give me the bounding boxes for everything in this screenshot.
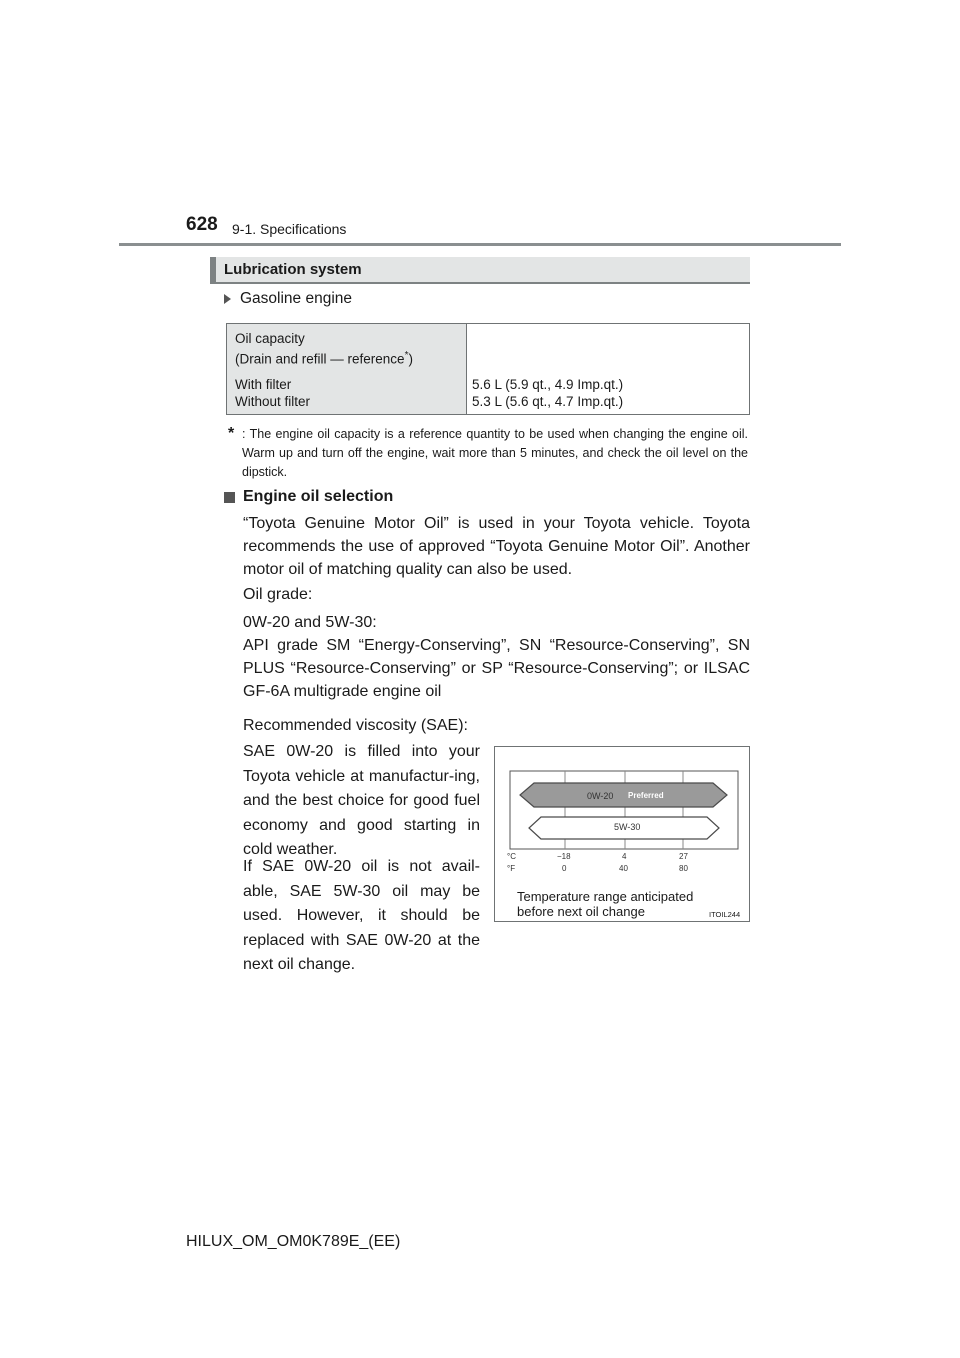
page-number: 628 — [186, 214, 218, 235]
caption-line2: before next oil change — [517, 904, 645, 919]
header-divider — [119, 243, 841, 246]
table-row-name: Without filter — [235, 394, 311, 409]
label-line2 — [235, 347, 413, 368]
figure-id: ITOIL244 — [709, 910, 741, 919]
oil-grade-detail: API grade SM “Energy-Conserving”, SN “Resource-Conserving”, SN PLUS “Resource-Conserving” or SP “Resource-Conserving”; or ILSAC GF-6A multigrade engine oil — [243, 637, 750, 700]
bar-0w-20-preferred — [520, 783, 727, 807]
triangle-bullet-icon — [224, 294, 231, 304]
tick-c: 4 — [622, 852, 627, 861]
figure-caption — [517, 889, 693, 919]
table-header-label — [235, 330, 413, 368]
tick-c: 27 — [679, 852, 688, 861]
viscosity-temperature-figure — [494, 746, 750, 922]
document-footer: HILUX_OM_OM0K789E_(EE) — [186, 1233, 401, 1250]
unit-celsius: °C — [507, 852, 516, 861]
label-line2-text: (Drain and refill — reference — [235, 351, 405, 367]
section-heading-text: Lubrication system — [224, 261, 362, 278]
tick-f: 80 — [679, 864, 688, 873]
tick-f: 0 — [562, 864, 567, 873]
viscosity-paragraph-2: If SAE 0W-20 oil is not avail-able, SAE 5W-30 oil may be used. However, it should be replaced with SAE 0W-20 at the next oil change. — [243, 858, 480, 973]
footnote-mark: * — [228, 425, 235, 442]
footnote-text: : The engine oil capacity is a reference quantity to be used when changing the engine oil. Warm up and turn off the engine, wait more than 5 minutes, and check the oil level on the dipstick. — [242, 427, 748, 479]
unit-fahrenheit: °F — [507, 864, 516, 873]
oil-selection-heading-text: Engine oil selection — [243, 488, 394, 505]
viscosity-paragraph-1: SAE 0W-20 is filled into your Toyota vehicle at manufactur-ing, and the best choice for good fuel economy and good starting in cold weather. — [243, 743, 480, 858]
oil-grade-line1: 0W-20 and 5W-30: — [243, 614, 377, 631]
label-close: ) — [408, 351, 413, 367]
table-row-value: 5.6 L (5.9 qt., 4.9 Imp.qt.) — [472, 377, 624, 392]
table-row-values — [472, 376, 623, 410]
bar-0w-20-label: 0W-20 — [587, 791, 614, 801]
square-bullet-icon — [224, 492, 235, 503]
oil-selection-heading — [224, 488, 393, 506]
table-row-value: 5.3 L (5.6 qt., 4.7 Imp.qt.) — [472, 394, 624, 409]
subsection-gasoline-engine — [224, 290, 352, 308]
table-row-names — [235, 376, 310, 410]
subsection-label: Gasoline engine — [240, 290, 353, 307]
bar-preferred-tag: Preferred — [628, 791, 664, 800]
bar-5w-30-label: 5W-30 — [614, 822, 641, 832]
viscosity-label: Recommended viscosity (SAE): — [243, 717, 468, 734]
oil-grade-label: Oil grade: — [243, 586, 313, 603]
section-heading-bar — [210, 257, 216, 282]
tick-f: 40 — [619, 864, 628, 873]
oil-selection-intro: “Toyota Genuine Motor Oil” is used in your Toyota vehicle. Toyota recommends the use of approved “Toyota Genuine Motor Oil”. Another motor oil of matching quality can also be used. — [243, 515, 750, 578]
section-heading — [210, 257, 750, 284]
asterisk-mark: * — [404, 350, 409, 361]
label-line1: Oil capacity — [235, 331, 305, 346]
caption-line1: Temperature range anticipated — [517, 889, 694, 904]
tick-c: −18 — [557, 852, 571, 861]
footnote — [228, 424, 748, 482]
table-row-name: With filter — [235, 377, 292, 392]
section-reference: 9-1. Specifications — [232, 221, 347, 237]
oil-capacity-table — [226, 323, 750, 415]
